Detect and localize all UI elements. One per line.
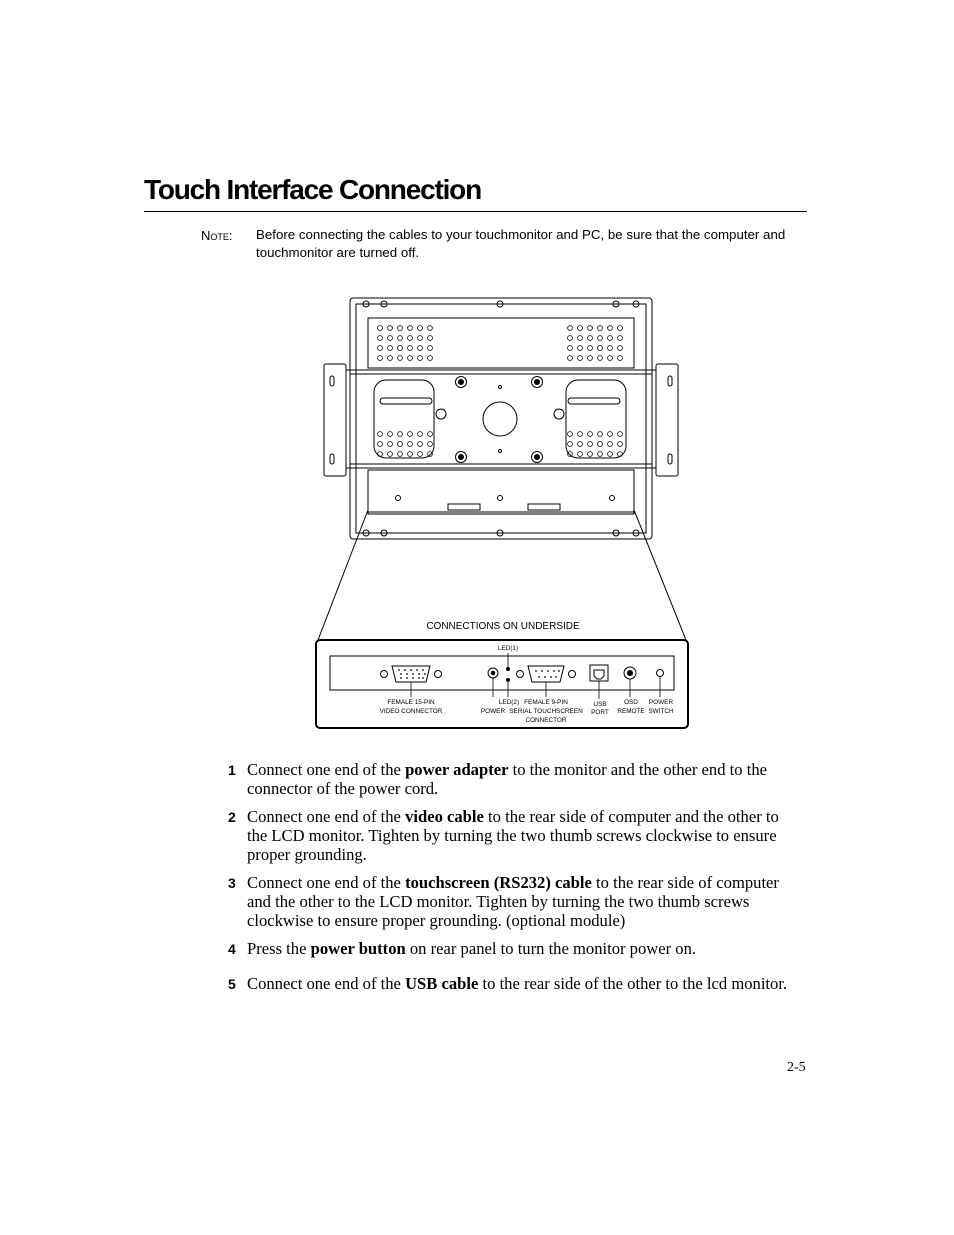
serial-label-1: FEMALE 9-PIN <box>524 699 568 706</box>
lower-panel <box>368 470 634 514</box>
serial-label-2: SERIAL TOUCHSCREEN <box>509 708 583 715</box>
led1-label: LED(1) <box>497 645 519 652</box>
power-label: POWER <box>480 708 506 715</box>
connections-heading: CONNECTIONS ON UNDERSIDE <box>426 621 580 632</box>
step-number: 2 <box>228 809 236 825</box>
connector-strip <box>330 656 674 690</box>
led-1 <box>506 667 510 671</box>
title-rule <box>144 211 807 212</box>
power-jack <box>488 668 498 678</box>
step-2: 2 Connect one end of the video cable to the rear side of computer and the other to the LCD monitor. Tighten by turning the two thumb screws clockwise to ensure proper grounding. <box>228 807 779 864</box>
step-keyword: power button <box>310 939 406 958</box>
chassis-outline <box>350 298 652 539</box>
step-1: 1 Connect one end of the power adapter to the monitor and the other end to the connector of the power cord. <box>228 760 767 798</box>
page-title: Touch Interface Connection <box>144 174 481 205</box>
video-label-2: VIDEO CONNECTOR <box>379 708 443 715</box>
bracket-ear-left <box>324 364 346 476</box>
led2-label: LED(2) <box>498 699 520 706</box>
step-keyword: video cable <box>405 807 484 826</box>
leader-line-left <box>318 510 368 640</box>
steps-list <box>228 760 788 1002</box>
bracket-ear-right <box>656 364 678 476</box>
step-keyword: touchscreen (RS232) cable <box>405 873 592 892</box>
step-4: 4 Press the power button on rear panel to turn the monitor power on. <box>228 939 697 958</box>
step-number: 4 <box>228 941 236 957</box>
monitor-rear-diagram <box>310 292 696 734</box>
osd-remote-jack <box>624 667 636 679</box>
page-number: 2-5 <box>787 1060 806 1075</box>
video-label-1: FEMALE 15-PIN <box>387 699 435 706</box>
leader-line-right <box>634 510 686 640</box>
step-number: 3 <box>228 875 236 891</box>
step-keyword: USB cable <box>405 974 479 993</box>
led-2 <box>506 678 510 682</box>
usb-port <box>590 665 608 681</box>
vent-panel-top <box>368 318 634 368</box>
note-label: Note: <box>201 228 233 243</box>
step-number: 5 <box>228 976 236 992</box>
power-switch <box>657 670 664 677</box>
osd-label-2: REMOTE <box>617 708 645 715</box>
usb-label-1: USB <box>593 701 607 708</box>
step-3: 3 Connect one end of the touchscreen (RS232) cable to the rear side of computer and the other to the LCD monitor. Tighten by turning the two thumb screws clockwise to ensure proper grounding. (optional module) <box>228 873 779 930</box>
power-switch-label-1: POWER <box>648 699 674 706</box>
serial-connector <box>517 666 576 682</box>
step-5: 5 Connect one end of the USB cable to the rear side of the other to the lcd monitor. <box>228 974 788 993</box>
note-text: Before connecting the cables to your touchmonitor and PC, be sure that the computer and touchmonitor are turned off. <box>256 227 786 260</box>
center-hole <box>483 402 517 436</box>
step-keyword: power adapter <box>405 760 509 779</box>
video-connector <box>381 666 442 682</box>
power-switch-label-2: SWITCH <box>648 708 674 715</box>
osd-label-1: OSD <box>624 699 638 706</box>
serial-label-3: CONNECTOR <box>525 717 567 724</box>
usb-label-2: PORT <box>591 709 609 716</box>
step-number: 1 <box>228 762 236 778</box>
